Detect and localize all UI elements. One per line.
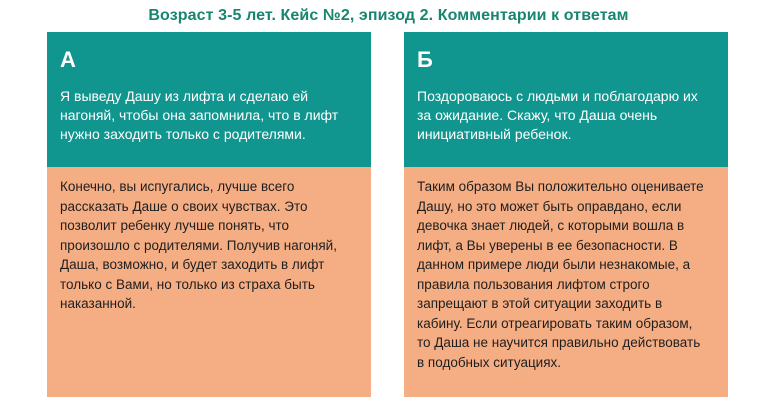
answer-text: Я выведу Дашу из лифта и сделаю ей нагоняй, чтобы она запомнила, что в лифт нужно заходить только с родителями.: [60, 88, 339, 142]
answer-card-a: [47, 32, 371, 397]
card-header: [47, 32, 371, 167]
answer-text: Поздороваюсь с людьми и поблагодарю их за ожидание. Скажу, что Даша очень инициативный ребенок.: [417, 88, 698, 142]
answer-card-b: [404, 32, 728, 397]
card-header: [404, 32, 728, 167]
comment-text: Конечно, вы испугались, лучше всего рассказать Даше о своих чувствах. Это позволит ребенку лучше понять, что произошло с родителями. Получив нагоняй, Даша, возможно, и будет заходить в лифт только с Вами, но только из страха быть наказанной.: [47, 167, 371, 397]
option-letter: А: [60, 47, 76, 72]
option-letter: Б: [417, 47, 433, 72]
page-title: Возраст 3-5 лет. Кейс №2, эпизод 2. Комментарии к ответам: [148, 7, 629, 24]
comment-text: Таким образом Вы положительно оцениваете Дашу, но это может быть оправдано, если девочка знает людей, с которыми вошла в лифт, а Вы уверены в ее безопасности. В данном примере люди были незнакомые, а правила пользования лифтом строго запрещают в этой ситуации заходить в кабину. Если отреагировать таким образом, то Даша не научится правильно действовать в подобных ситуациях.: [404, 167, 728, 397]
